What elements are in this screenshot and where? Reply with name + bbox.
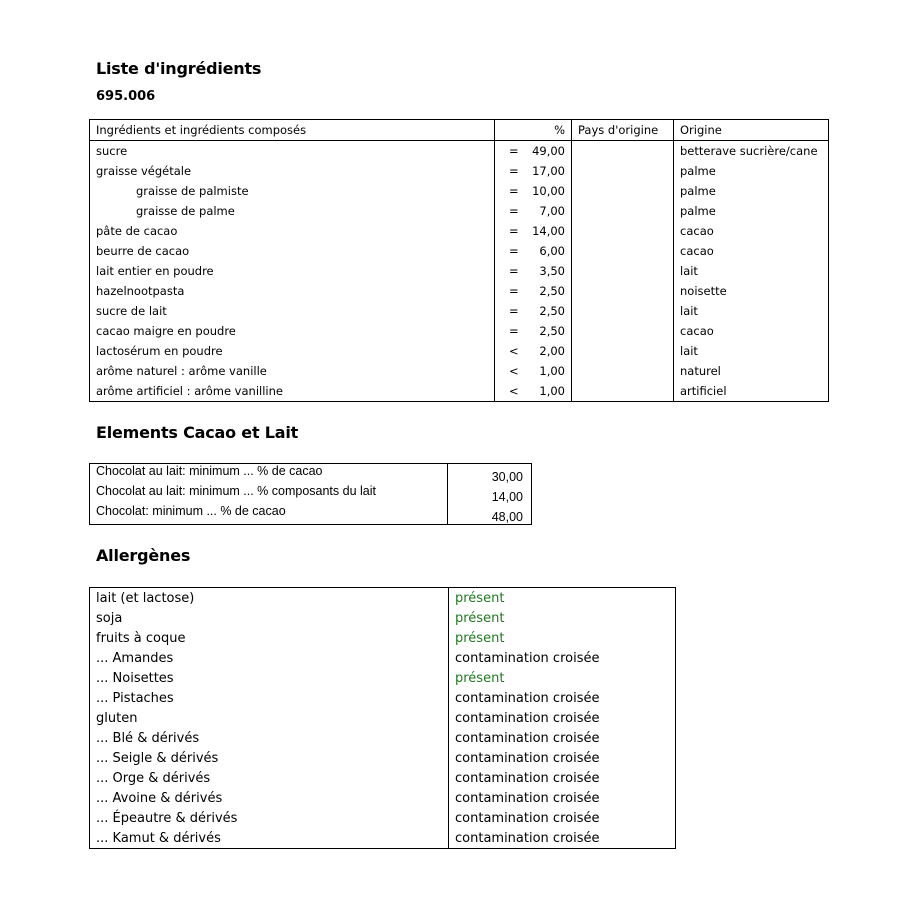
allergen-status: présent bbox=[449, 588, 676, 609]
ingredient-origin: lait bbox=[680, 264, 698, 278]
table-row bbox=[90, 221, 829, 241]
allergen-name: lait (et lactose) bbox=[96, 590, 195, 606]
allergen-status: contamination croisée bbox=[449, 648, 676, 668]
allergen-status: contamination croisée bbox=[449, 768, 676, 788]
ingredient-name: graisse végétale bbox=[90, 161, 495, 181]
ingredient-origin: artificiel bbox=[680, 384, 727, 398]
ingredients-table bbox=[89, 119, 829, 402]
ingredient-origin: cacao bbox=[680, 224, 714, 238]
table-row bbox=[90, 301, 829, 321]
ingredient-origin: palme bbox=[680, 204, 716, 218]
table-row bbox=[90, 341, 829, 361]
cacao-table bbox=[89, 463, 532, 525]
ingredient-name: sucre de lait bbox=[90, 301, 495, 321]
ingredient-percent: 2,50 bbox=[539, 284, 565, 298]
table-row bbox=[90, 648, 676, 668]
ingredients-header-row bbox=[90, 120, 829, 141]
table-row bbox=[90, 161, 829, 181]
table-row bbox=[90, 588, 676, 609]
ingredient-origin: cacao bbox=[680, 324, 714, 338]
ingredient-name: pâte de cacao bbox=[90, 221, 495, 241]
ingredient-country bbox=[572, 321, 674, 341]
ingredient-percent: 2,50 bbox=[539, 304, 565, 318]
ingredient-country bbox=[572, 341, 674, 361]
ingredient-percent: 1,00 bbox=[539, 364, 565, 378]
allergen-status: contamination croisée bbox=[449, 708, 676, 728]
table-row bbox=[90, 261, 829, 281]
header-origin: Origine bbox=[674, 120, 829, 141]
allergen-status: présent bbox=[449, 628, 676, 648]
ingredient-origin: lait bbox=[680, 304, 698, 318]
ingredient-percent: 2,00 bbox=[539, 344, 565, 358]
ingredient-percent: 17,00 bbox=[532, 164, 565, 178]
table-row bbox=[90, 808, 676, 828]
allergen-status: contamination croisée bbox=[449, 788, 676, 808]
cacao-label: Chocolat au lait: minimum ... % de cacao bbox=[96, 464, 323, 478]
allergen-name: ... Noisettes bbox=[96, 670, 174, 686]
table-row bbox=[90, 708, 676, 728]
ingredient-name: beurre de cacao bbox=[90, 241, 495, 261]
allergens-section-title: Allergènes bbox=[96, 546, 191, 565]
ingredient-country bbox=[572, 181, 674, 201]
allergen-name: gluten bbox=[96, 710, 138, 726]
ingredient-name: graisse de palme bbox=[90, 201, 495, 221]
table-row bbox=[90, 141, 829, 162]
ingredient-name: hazelnootpasta bbox=[90, 281, 495, 301]
ingredient-name: sucre bbox=[90, 141, 495, 162]
table-row bbox=[90, 504, 532, 525]
page-title: Liste d'ingrédients bbox=[96, 59, 262, 78]
table-row bbox=[90, 628, 676, 648]
allergen-name: fruits à coque bbox=[96, 630, 186, 646]
ingredient-origin: cacao bbox=[680, 244, 714, 258]
ingredient-operator: = bbox=[509, 304, 519, 318]
ingredient-operator: < bbox=[509, 384, 519, 398]
ingredient-operator: < bbox=[509, 364, 519, 378]
ingredient-country bbox=[572, 241, 674, 261]
table-row bbox=[90, 484, 532, 504]
ingredient-origin: palme bbox=[680, 184, 716, 198]
allergen-name: ... Orge & dérivés bbox=[96, 770, 211, 786]
ingredient-name: arôme artificiel : arôme vanilline bbox=[90, 381, 495, 402]
ingredient-country bbox=[572, 281, 674, 301]
ingredient-origin: betterave sucrière/cane bbox=[680, 144, 818, 158]
allergen-status: contamination croisée bbox=[449, 728, 676, 748]
allergen-name: ... Épeautre & dérivés bbox=[96, 810, 238, 826]
table-row bbox=[90, 608, 676, 628]
table-row bbox=[90, 281, 829, 301]
ingredient-origin: lait bbox=[680, 344, 698, 358]
ingredient-origin: naturel bbox=[680, 364, 721, 378]
ingredient-operator: < bbox=[509, 344, 519, 358]
ingredient-operator: = bbox=[509, 184, 519, 198]
ingredient-operator: = bbox=[509, 224, 519, 238]
table-row bbox=[90, 201, 829, 221]
table-row bbox=[90, 241, 829, 261]
ingredient-operator: = bbox=[509, 244, 519, 258]
ingredient-name: arôme naturel : arôme vanille bbox=[90, 361, 495, 381]
allergen-status: présent bbox=[449, 668, 676, 688]
ingredient-percent: 10,00 bbox=[532, 184, 565, 198]
ingredient-percent: 2,50 bbox=[539, 324, 565, 338]
header-ingredients: Ingrédients et ingrédients composés bbox=[90, 120, 495, 141]
ingredient-operator: = bbox=[509, 264, 519, 278]
table-row bbox=[90, 321, 829, 341]
ingredient-name: lait entier en poudre bbox=[90, 261, 495, 281]
allergen-name: ... Blé & dérivés bbox=[96, 730, 200, 746]
ingredient-operator: = bbox=[509, 324, 519, 338]
ingredient-percent: 7,00 bbox=[539, 204, 565, 218]
ingredient-percent: 1,00 bbox=[539, 384, 565, 398]
table-row bbox=[90, 668, 676, 688]
ingredient-country bbox=[572, 261, 674, 281]
table-row bbox=[90, 361, 829, 381]
ingredient-operator: = bbox=[509, 144, 519, 158]
allergens-table bbox=[89, 587, 676, 849]
ingredient-country bbox=[572, 141, 674, 162]
ingredient-name: cacao maigre en poudre bbox=[90, 321, 495, 341]
allergen-name: soja bbox=[96, 610, 123, 626]
product-code: 695.006 bbox=[96, 89, 156, 104]
allergen-status: contamination croisée bbox=[449, 748, 676, 768]
table-row bbox=[90, 768, 676, 788]
header-percent: % bbox=[495, 120, 572, 141]
allergen-name: ... Seigle & dérivés bbox=[96, 750, 219, 766]
ingredient-country bbox=[572, 161, 674, 181]
cacao-value: 48,00 bbox=[448, 504, 532, 525]
allergen-status: présent bbox=[449, 608, 676, 628]
ingredient-country bbox=[572, 221, 674, 241]
ingredient-country bbox=[572, 361, 674, 381]
ingredient-origin: palme bbox=[680, 164, 716, 178]
allergen-name: ... Amandes bbox=[96, 650, 174, 666]
table-row bbox=[90, 788, 676, 808]
allergen-name: ... Pistaches bbox=[96, 690, 174, 706]
cacao-label: Chocolat au lait: minimum ... % composants du lait bbox=[96, 484, 376, 498]
allergen-status: contamination croisée bbox=[449, 828, 676, 849]
ingredient-country bbox=[572, 201, 674, 221]
allergen-status: contamination croisée bbox=[449, 808, 676, 828]
cacao-value: 14,00 bbox=[448, 484, 532, 504]
table-row bbox=[90, 688, 676, 708]
ingredient-percent: 49,00 bbox=[532, 144, 565, 158]
ingredient-origin: noisette bbox=[680, 284, 727, 298]
ingredient-operator: = bbox=[509, 284, 519, 298]
ingredient-country bbox=[572, 301, 674, 321]
ingredient-percent: 6,00 bbox=[539, 244, 565, 258]
table-row bbox=[90, 464, 532, 485]
table-row bbox=[90, 828, 676, 849]
allergen-name: ... Avoine & dérivés bbox=[96, 790, 223, 806]
ingredient-name: lactosérum en poudre bbox=[90, 341, 495, 361]
table-row bbox=[90, 381, 829, 402]
cacao-label: Chocolat: minimum ... % de cacao bbox=[96, 504, 286, 518]
header-country: Pays d'origine bbox=[572, 120, 674, 141]
ingredient-country bbox=[572, 381, 674, 402]
ingredient-name: graisse de palmiste bbox=[90, 181, 495, 201]
ingredient-percent: 3,50 bbox=[539, 264, 565, 278]
allergen-status: contamination croisée bbox=[449, 688, 676, 708]
ingredient-operator: = bbox=[509, 204, 519, 218]
cacao-section-title: Elements Cacao et Lait bbox=[96, 423, 299, 442]
ingredient-operator: = bbox=[509, 164, 519, 178]
table-row bbox=[90, 181, 829, 201]
cacao-value: 30,00 bbox=[448, 464, 532, 485]
allergen-name: ... Kamut & dérivés bbox=[96, 830, 221, 846]
table-row bbox=[90, 748, 676, 768]
ingredient-percent: 14,00 bbox=[532, 224, 565, 238]
table-row bbox=[90, 728, 676, 748]
